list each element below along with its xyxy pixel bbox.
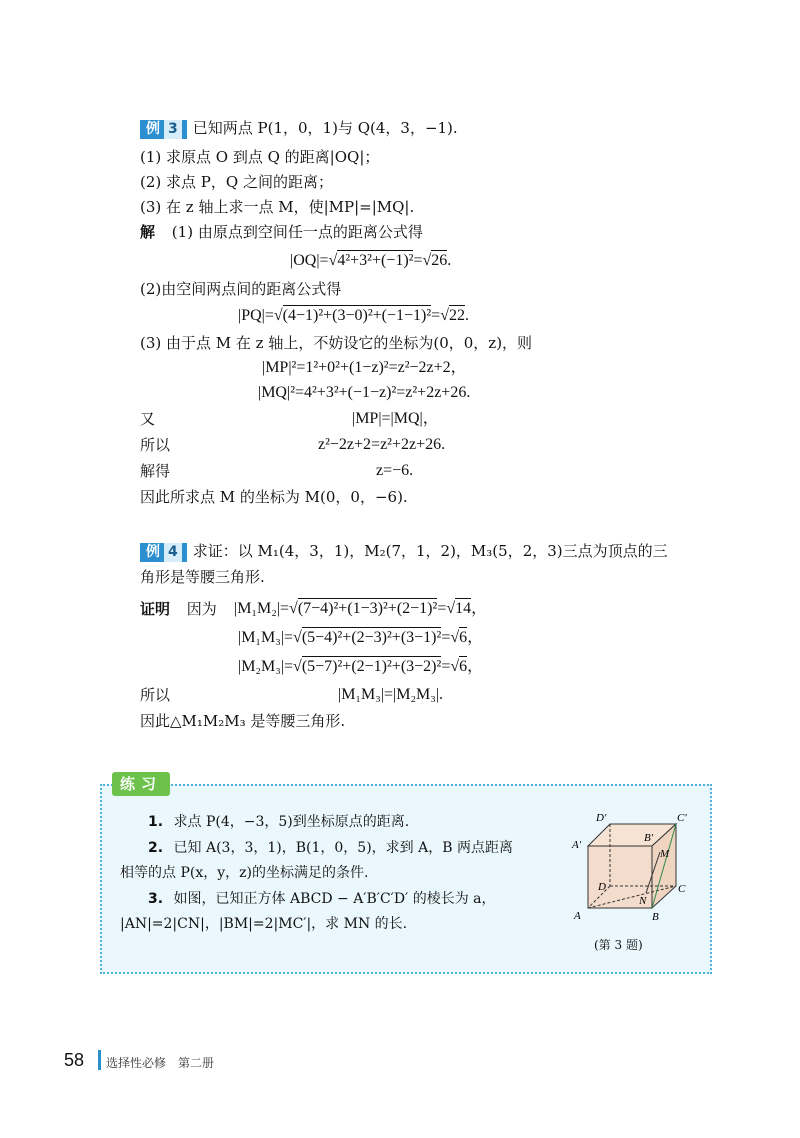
practice-2-text-1: 已知 A(3，3，1)，B(1，0，5)，求到 A，B 两点距离 (173, 840, 513, 856)
example3-q1: (1) 求原点 O 到点 Q 的距离|OQ|； (140, 148, 380, 166)
example3-eq4: |MQ|²=4²+3²+(−1−z)²=z²+2z+26. (258, 384, 471, 401)
eqb-result: 6 (459, 629, 468, 646)
practice-3-num: 3. (148, 891, 164, 907)
eqc-result: 6 (459, 658, 468, 675)
eqa-radicand: (7−4)²+(1−3)²+(2−1)² (297, 600, 438, 617)
example3-solution-1 (140, 222, 423, 242)
eq2-equals: = (431, 307, 441, 324)
practice-item-2 (148, 839, 513, 857)
example4-eq-a: |M₁M₂|=√(7−4)²+(1−3)²+(2−1)²=√14， (234, 600, 488, 617)
eqa-equals: = (437, 600, 447, 617)
example4-statement-2: 角形是等腰三角形. (140, 568, 265, 586)
example3-eq2: |PQ|=√(4−1)²+(3−0)²+(−1−1)²=√22. (238, 307, 469, 324)
eqc-radicand: (5−7)²+(2−1)²+(3−2)² (301, 658, 442, 675)
example3-q2: (2) 求点 P，Q 之间的距离； (140, 173, 333, 191)
example3-conclusion: 因此所求点 M 的坐标为 M(0，0，−6). (140, 488, 408, 506)
practice-3-text-1: 如图，已知正方体 ABCD − A′B′C′D′ 的棱长为 a， (173, 891, 496, 907)
label-d: D (598, 881, 606, 893)
practice-1-num: 1. (148, 814, 164, 830)
label-a1: A′ (572, 839, 582, 851)
label-c: C (678, 883, 686, 895)
example3-eq6: z²−2z+2=z²+2z+26. (318, 436, 446, 453)
eq1-left: |OQ|= (290, 252, 329, 269)
example3-eq5: |MP|=|MQ|， (352, 410, 439, 427)
example4-tag: 例 4 (140, 543, 187, 562)
example3-tag: 例 3 (140, 120, 187, 139)
practice-item-2-cont: 相等的点 P(x，y，z)的坐标满足的条件. (120, 865, 369, 881)
example3-solution-2: (2)由空间两点间的距离公式得 (140, 280, 342, 298)
suoyi-label-2: 所以 (140, 686, 171, 704)
eq1-equals: = (413, 252, 423, 269)
eqc-left: |M₂M₃|= (238, 658, 294, 675)
practice-1-text: 求点 P(4，−3，5)到坐标原点的距离. (173, 814, 410, 830)
solution-label: 解 (140, 223, 156, 241)
cube-figure (566, 808, 698, 934)
label-d1: D′ (596, 812, 607, 824)
eqa-left: |M₁M₂|= (234, 600, 290, 617)
book-title: 选择性必修 第二册 (106, 1056, 215, 1070)
eqa-end: ， (471, 600, 488, 617)
eq1-radicand: 4²+3²+(−1)² (337, 252, 414, 269)
you-label: 又 (140, 410, 156, 428)
practice-title: 练习 (112, 772, 170, 796)
example3-q3: (3) 在 z 轴上求一点 M，使|MP|=|MQ|. (140, 198, 415, 216)
example4-conclusion: 因此△M₁M₂M₃ 是等腰三角形. (140, 712, 346, 730)
eqa-result: 14 (455, 600, 472, 617)
label-b: B (652, 911, 659, 923)
label-a: A (574, 910, 581, 922)
eq2-result: 22 (448, 307, 465, 324)
proof-label: 证明 (140, 600, 171, 618)
label-n: N (639, 895, 647, 907)
example3-heading (140, 118, 458, 139)
jiede-label: 解得 (140, 462, 171, 480)
eqb-left: |M₁M₃|= (238, 629, 294, 646)
example3-eq3: |MP|²=1²+0²+(1−z)²=z²−2z+2， (262, 359, 467, 376)
example4-eq-c: |M₂M₃|=√(5−7)²+(2−1)²+(3−2)²=√6， (238, 658, 484, 675)
eqb-end: ， (467, 629, 484, 646)
practice-2-num: 2. (148, 840, 164, 856)
label-m: M (660, 848, 670, 860)
example3-solution-3: (3) 由于点 M 在 z 轴上，不妨设它的坐标为(0，0，z)，则 (140, 334, 533, 352)
eqb-equals: = (441, 629, 451, 646)
example4-eq-b: |M₁M₃|=√(5−4)²+(2−3)²+(3−1)²=√6， (238, 629, 484, 646)
solution-text-1: (1) 由原点到空间任一点的距离公式得 (171, 223, 423, 241)
eq1-result: 26 (431, 252, 448, 269)
page-number: 58 (64, 1050, 85, 1070)
example4-proof-a (140, 599, 217, 619)
eq2-left: |PQ|= (238, 307, 274, 324)
because-label: 因为 (186, 600, 217, 618)
example4-heading (140, 541, 668, 562)
figure-caption: (第 3 题) (594, 938, 643, 952)
example4-eq-d: |M₁M₃|=|M₂M₃|. (338, 686, 444, 703)
eqb-radicand: (5−4)²+(2−3)²+(3−1)² (301, 629, 442, 646)
practice-item-1 (148, 813, 409, 831)
eq2-radicand: (4−1)²+(3−0)²+(−1−1)² (282, 307, 432, 324)
eqc-equals: = (441, 658, 451, 675)
footer-divider (98, 1050, 101, 1070)
eqc-end: ， (467, 658, 484, 675)
label-c1: C′ (677, 812, 687, 824)
example4-statement-1: 求证：以 M₁(4，3，1)，M₂(7，1，2)，M₃(5，2，3)三点为顶点的三 (192, 542, 668, 560)
suoyi-label-1: 所以 (140, 436, 171, 454)
label-b1: B′ (644, 832, 654, 844)
example3-eq1: |OQ|=√4²+3²+(−1)²=√26. (290, 252, 452, 269)
practice-item-3-cont: |AN|=2|CN|，|BM|=2|MC′|，求 MN 的长. (120, 916, 408, 932)
example3-eq7: z=−6. (376, 462, 414, 479)
practice-item-3 (148, 890, 496, 908)
example3-statement: 已知两点 P(1，0，1)与 Q(4，3，−1). (192, 119, 458, 137)
